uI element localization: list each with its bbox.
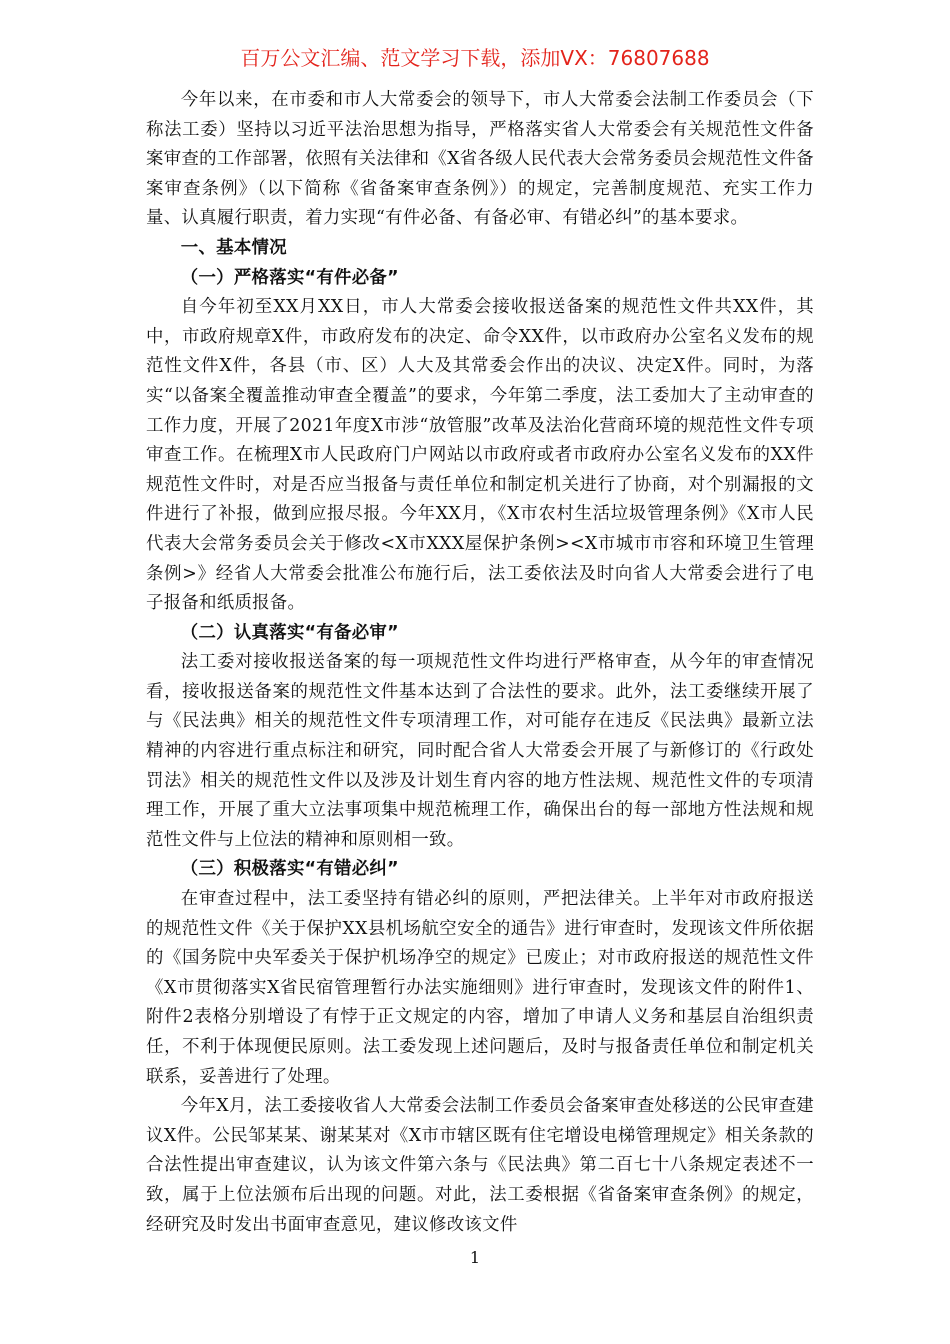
section-heading-basic-situation: 一、基本情况 xyxy=(180,237,287,258)
page-number: 1 xyxy=(469,1248,481,1267)
subsection-3-paragraph-1: 在审查过程中，法工委坚持有错必纠的原则，严把法律关。上半年对市政府报送的规范性文件《关于保护XX县机场航空安全的通告》进行审查时，发现该文件所依据的《国务院中央军委关于保护机场净空的规定》已废止；对市政府报送的规范性文件《X市贯彻落实X省民宿管理暂行办法实施细则》进行审查时，发现该文件的附件1、附件2表格分别增设了有悖于正文规定的内容，增加了申请人义务和基层自治组织责任，不利于体现便民原则。法工委发现上述问题后，及时与报备责任单位和制定机关联系，妥善进行了处理。 xyxy=(146,889,814,1087)
intro-paragraph: 今年以来，在市委和市人大常委会的领导下，市人大常委会法制工作委员会（下称法工委）坚持以习近平法治思想为指导，严格落实省人大常委会有关规范性文件备案审查的工作部署，依照有关法律和《X省各级人民代表大会常务委员会规范性文件备案审查条例》（以下简称《省备案审查条例》）的规定，完善制度规范、充实工作力量、认真履行职责，着力实现“有件必备、有备必审、有错必纠”的基本要求。 xyxy=(146,90,814,229)
subsection-heading-1: （一）严格落实“有件必备” xyxy=(180,267,399,288)
subsection-heading-3: （三）积极落实“有错必纠” xyxy=(180,859,399,880)
subsection-heading-2: （二）认真落实“有备必审” xyxy=(180,622,399,643)
subsection-3-paragraph-2: 今年X月，法工委接收省人大常委会法制工作委员会备案审查处移送的公民审查建议X件。公民邹某某、谢某某对《X市市辖区既有住宅增设电梯管理规定》相关条款的合法性提出审查建议，认为该文件第六条与《民法典》第二百七十八条规定表述不一致，属于上位法颁布后出现的问题。对此，法工委根据《省备案审查条例》的规定，经研究及时发出书面审查意见，建议修改该文件 xyxy=(146,1096,814,1235)
subsection-1-paragraph: 自今年初至XX月XX日，市人大常委会接收报送备案的规范性文件共XX件，其中，市政府规章X件，市政府发布的决定、命令XX件，以市政府办公室名义发布的规范性文件X件，各县（市、区）人大及其常委会作出的决议、决定X件。同时，为落实“以备案全覆盖推动审查全覆盖”的要求，今年第二季度，法工委加大了主动审查的工作力度，开展了2021年度X市涉“放管服”改革及法治化营商环境的规范性文件专项审查工作。在梳理X市人民政府门户网站以市政府或者市政府办公室名义发布的XX件规范性文件时，对是否应当报备与责任单位和制定机关进行了协商，对个别漏报的文件进行了补报，做到应报尽报。今年XX月，《X市农村生活垃圾管理条例》《X市人民代表大会常务委员会关于修改<X市XXX屋保护条例><X市城市市容和环境卫生管理条例>》经省人大常委会批准公布施行后，法工委依法及时向省人大常委会进行了电子报备和纸质报备。 xyxy=(146,297,814,614)
watermark-banner: 百万公文汇编、范文学习下载，添加VX：76807688 xyxy=(240,46,710,70)
subsection-2-paragraph: 法工委对接收报送备案的每一项规范性文件均进行严格审查，从今年的审查情况看，接收报送备案的规范性文件基本达到了合法性的要求。此外，法工委继续开展了与《民法典》相关的规范性文件专项清理工作，对可能存在违反《民法典》最新立法精神的内容进行重点标注和研究，同时配合省人大常委会开展了与新修订的《行政处罚法》相关的规范性文件以及涉及计划生育内容的地方性法规、规范性文件的专项清理工作，开展了重大立法事项集中规范梳理工作，确保出台的每一部地方性法规和规范性文件与上位法的精神和原则相一致。 xyxy=(146,652,814,850)
document-body xyxy=(146,86,814,1240)
